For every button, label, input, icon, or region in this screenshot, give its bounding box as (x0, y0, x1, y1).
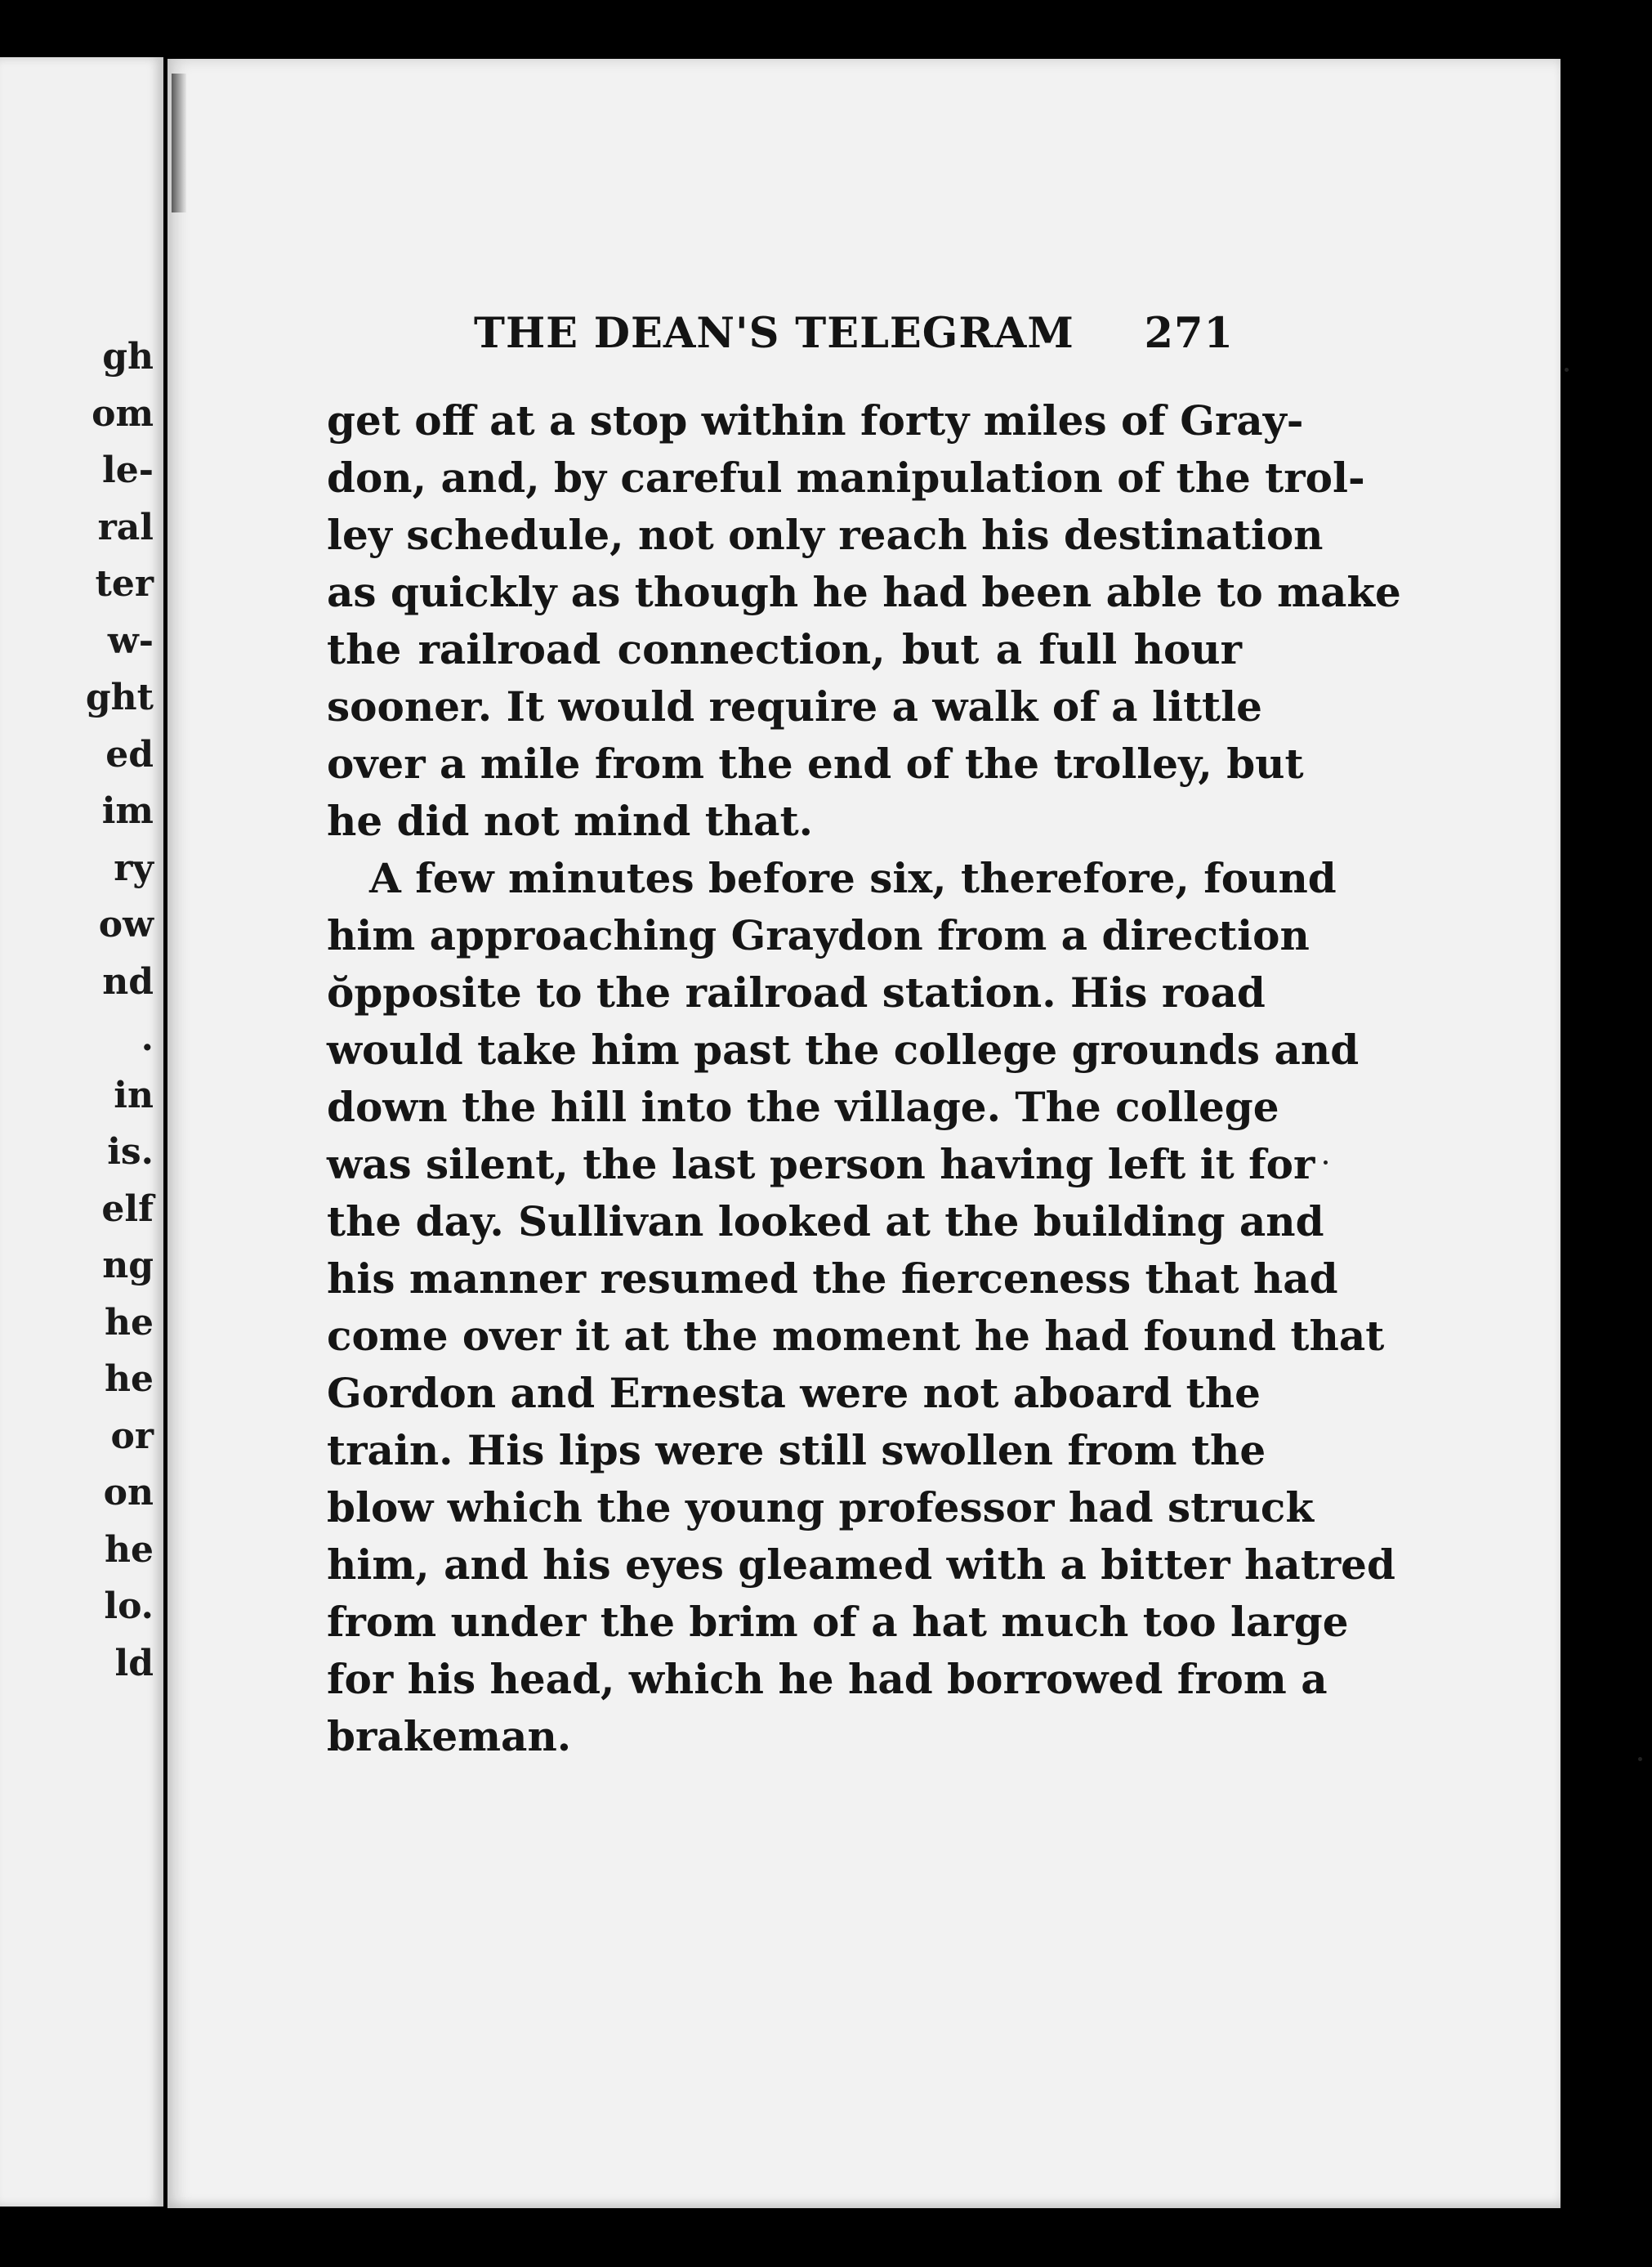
text-line: as quickly as though he had been able to make (327, 568, 1401, 616)
text-line: the day. Sullivan looked at the building and (327, 1197, 1324, 1245)
left-page-fragment: he (105, 1358, 154, 1400)
speck (1638, 1757, 1642, 1761)
left-page-fragment: on (103, 1472, 154, 1514)
text-line: ŏpposite to the railroad station. His road (327, 968, 1266, 1017)
left-page-fragment: ow (98, 904, 154, 946)
left-page-fragment: elf (101, 1187, 154, 1230)
left-page-fragment: ter (95, 563, 154, 605)
left-page-edge (0, 57, 163, 2207)
left-page-fragment: ld (114, 1642, 154, 1684)
left-page-fragment: om (92, 392, 154, 435)
left-page-fragment: im (101, 790, 154, 832)
left-page-fragment: ght (85, 677, 154, 718)
text-line: train. His lips were still swollen from the (327, 1426, 1266, 1474)
speck (1565, 368, 1569, 372)
text-line: from under the brim of a hat much too large (327, 1598, 1349, 1646)
text-line: was silent, the last person having left it for (327, 1140, 1315, 1188)
left-page-fragment: ng (102, 1245, 154, 1286)
text-line: he did not mind that. (327, 797, 814, 845)
text-line: down the hill into the village. The college (327, 1083, 1279, 1131)
text-line: ley schedule, not only reach his destination (327, 511, 1324, 559)
text-line: blow which the young professor had struck (327, 1483, 1315, 1531)
text-line: his manner resumed the fierceness that had (327, 1254, 1338, 1303)
left-page-fragment: or (110, 1415, 154, 1457)
text-line: over a mile from the end of the trolley, but (327, 740, 1304, 788)
left-page-fragment: is. (107, 1131, 154, 1173)
left-page-fragment: ed (105, 733, 154, 776)
running-head-title: THE DEAN'S TELEGRAM (474, 309, 1074, 358)
text-line: get off at a stop within forty miles of Gray- (327, 396, 1304, 445)
left-page-fragment: ral (97, 506, 154, 548)
left-page-fragment: w- (107, 619, 154, 662)
left-page-fragment: lo. (104, 1585, 154, 1627)
left-page-fragment: le- (102, 449, 154, 491)
text-line: him approaching Graydon from a direction (327, 911, 1310, 959)
left-page-fragment: gh (102, 336, 154, 378)
gutter-shadow (172, 74, 186, 212)
text-line: don, and, by careful manipulation of the trol- (327, 454, 1365, 502)
left-page-fragment: nd (102, 960, 154, 1003)
text-line: him, and his eyes gleamed with a bitter hatred (327, 1540, 1395, 1589)
speck (1324, 1160, 1328, 1165)
left-page-fragment: he (105, 1301, 154, 1344)
left-page-fragment: . (141, 1017, 154, 1059)
text-line: would take him past the college grounds and (327, 1026, 1360, 1074)
left-page-fragment: he (105, 1528, 154, 1571)
text-line: A few minutes before six, therefore, found (369, 854, 1337, 902)
text-line: for his head, which he had borrowed from a (327, 1655, 1328, 1703)
text-line: come over it at the moment he had found that (327, 1312, 1385, 1360)
text-line: brakeman. (327, 1712, 572, 1760)
left-page-fragment: ry (114, 847, 154, 889)
text-line: Gordon and Ernesta were not aboard the (327, 1369, 1261, 1417)
body-text (327, 392, 1401, 1765)
text-line: sooner. It would require a walk of a little (327, 682, 1262, 731)
text-line: the railroad connection, but a full hour (327, 625, 1242, 673)
page-number: 271 (1144, 309, 1234, 358)
left-page-fragment: in (114, 1074, 154, 1116)
